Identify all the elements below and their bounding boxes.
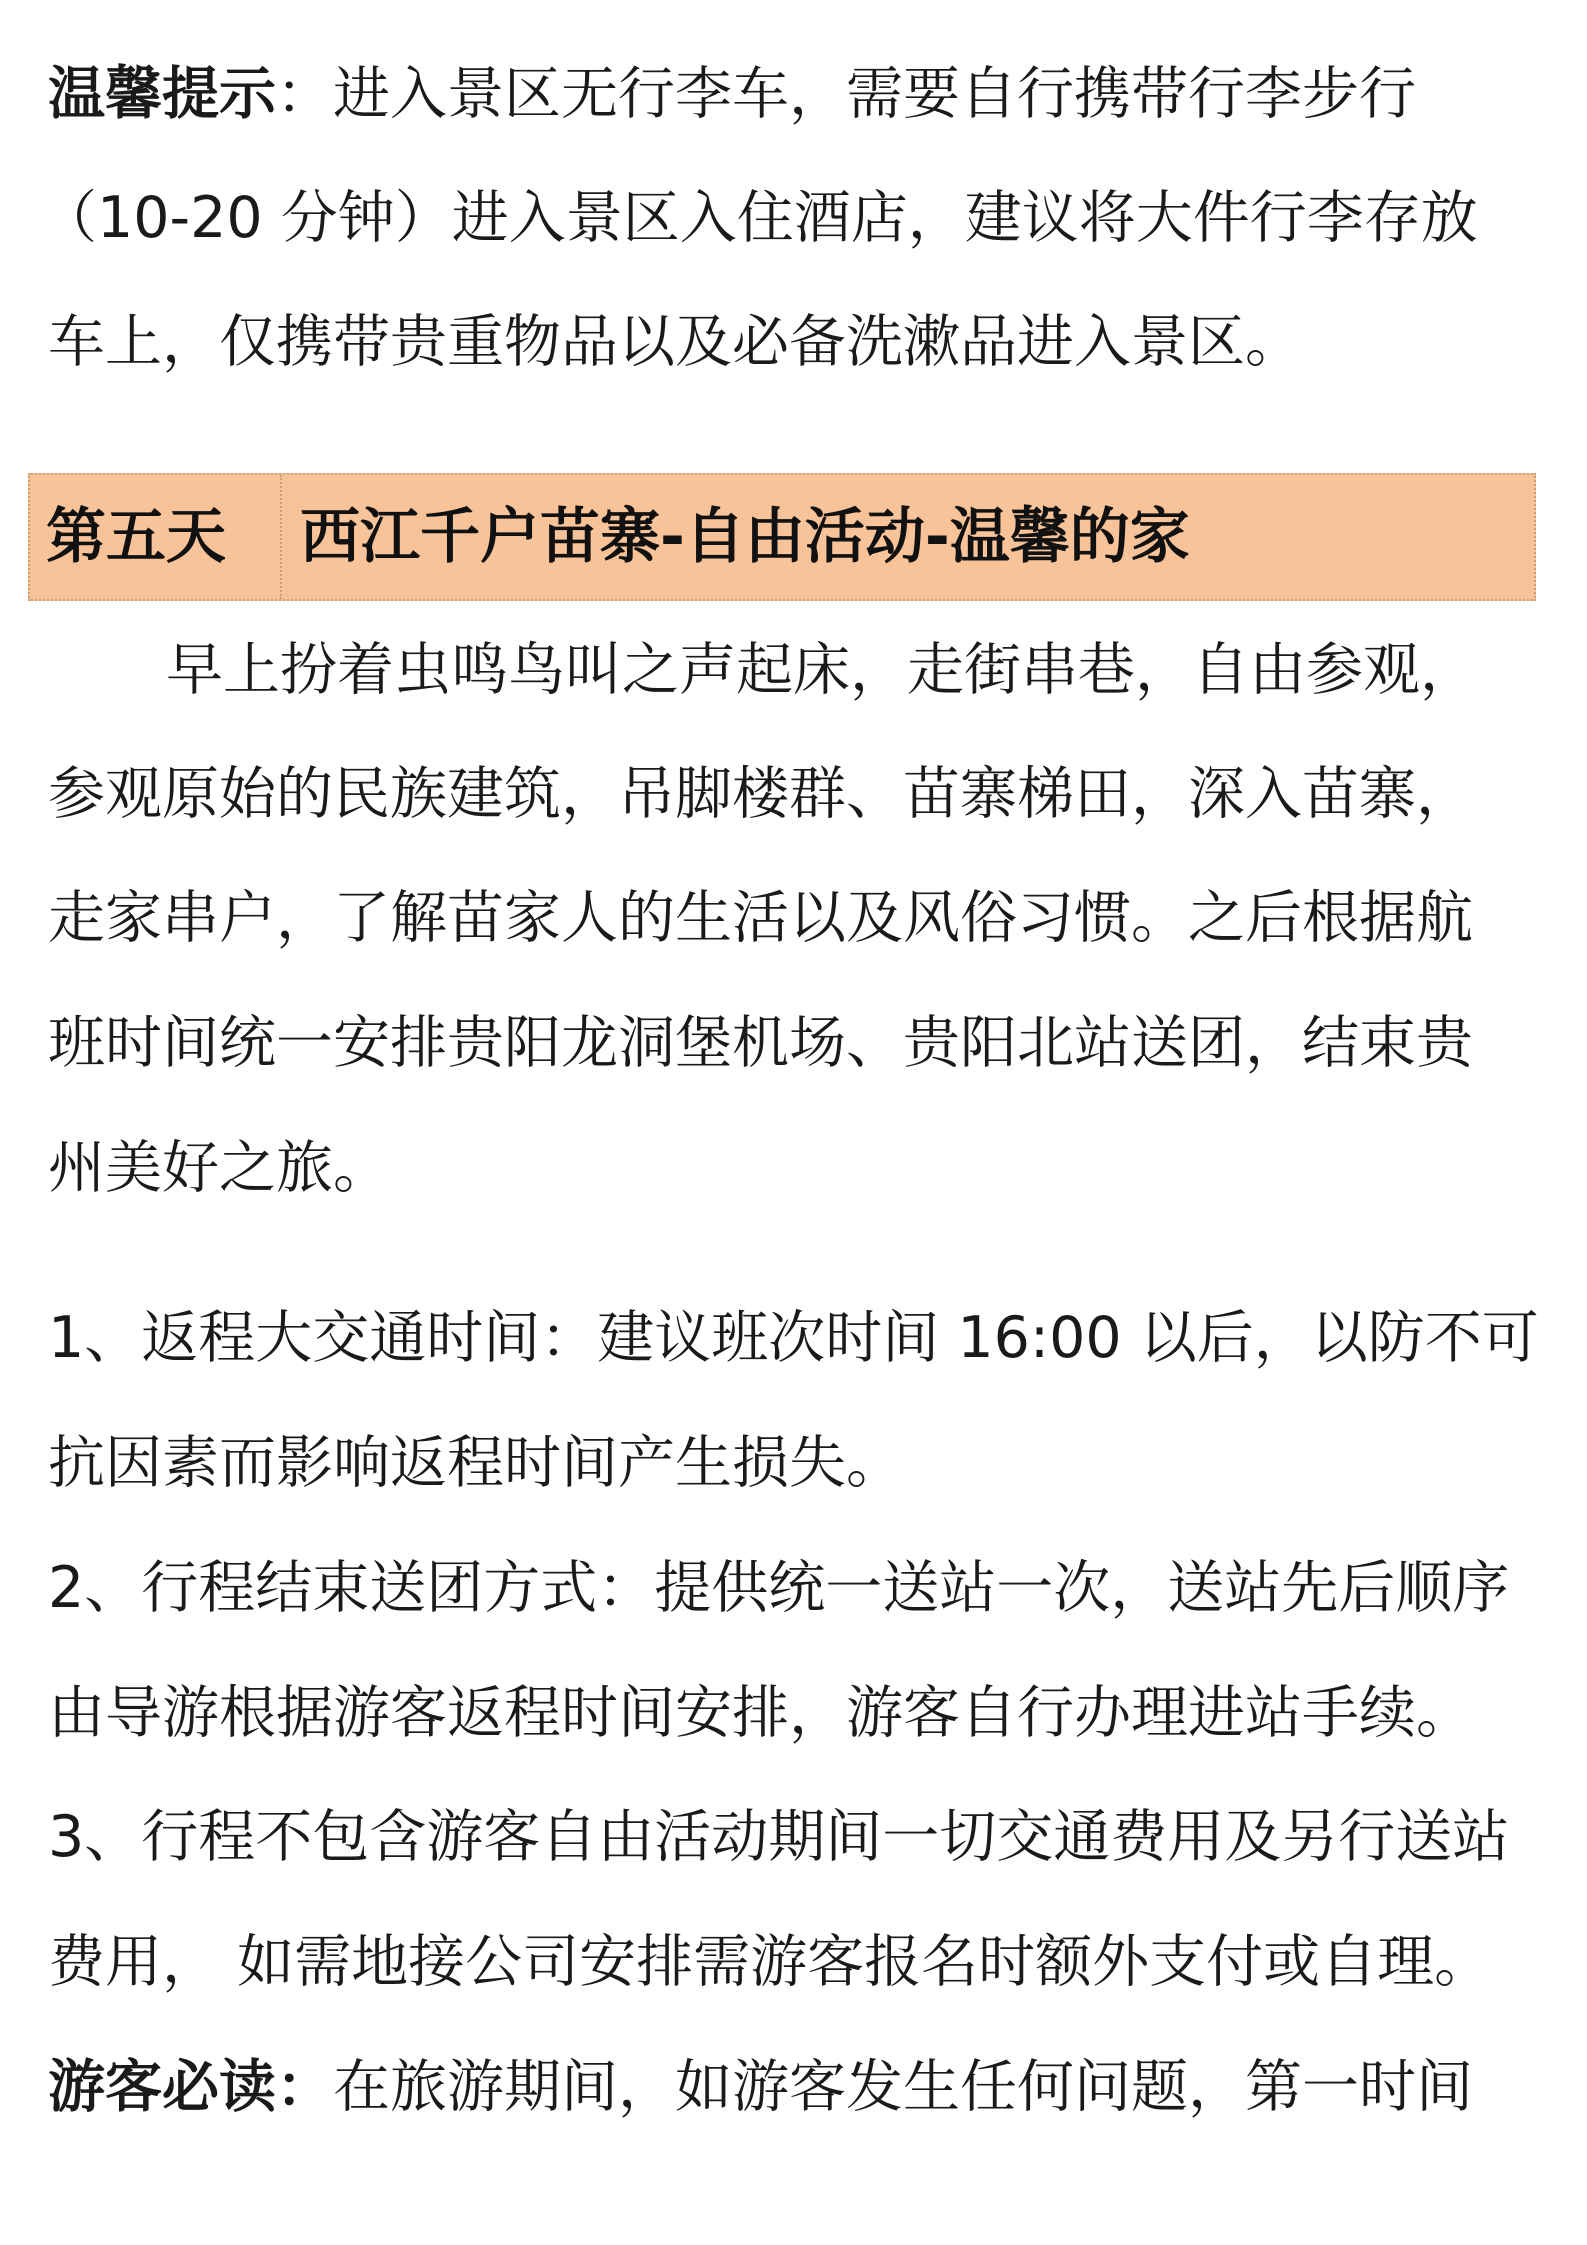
- day-header: [28, 473, 1536, 601]
- body-line-1: 早上扮着虫鸣鸟叫之声起床，走街串巷，自由参观，: [166, 637, 1477, 703]
- note-3-line-1: 3、行程不包含游客自由活动期间一切交通费用及另行送站: [48, 1804, 1510, 1870]
- day-header-divider: [280, 475, 282, 599]
- must-read-line: [48, 2047, 1548, 2127]
- day-title: 西江千户苗寨-自由活动-温馨的家: [300, 502, 1190, 572]
- body-line-3: 走家串户，了解苗家人的生活以及风俗习惯。之后根据航: [48, 885, 1473, 951]
- body-line-5: 州美好之旅。: [48, 1135, 390, 1201]
- note-1-line-2: 抗因素而影响返程时间产生损失。: [48, 1430, 903, 1496]
- must-read-text: 在旅游期间，如游客发生任何问题，第一时间: [333, 2054, 1473, 2120]
- note-2-line-2: 由导游根据游客返程时间安排，游客自行办理进站手续。: [48, 1680, 1473, 1746]
- note-1-line-1: 1、返程大交通时间：建议班次时间 16:00 以后，以防不可: [48, 1305, 1539, 1371]
- tip-label: 温馨提示: [48, 61, 276, 127]
- day-label: 第五天: [46, 502, 226, 572]
- tip-line-2: （10-20 分钟）进入景区入住酒店，建议将大件行李存放: [40, 185, 1478, 251]
- must-read-label: 游客必读：: [48, 2054, 333, 2120]
- note-2-line-1: 2、行程结束送团方式：提供统一送站一次，送站先后顺序: [48, 1555, 1510, 1621]
- body-line-4: 班时间统一安排贵阳龙洞堡机场、贵阳北站送团，结束贵: [48, 1010, 1473, 1076]
- tip-text-1: ：进入景区无行李车，需要自行携带行李步行: [276, 61, 1416, 127]
- note-3-line-2: 费用， 如需地接公司安排需游客报名时额外支付或自理。: [48, 1929, 1492, 1995]
- tip-line-3: 车上，仅携带贵重物品以及必备洗漱品进入景区。: [48, 309, 1302, 375]
- tip-line-1: [48, 54, 1548, 134]
- body-line-2: 参观原始的民族建筑，吊脚楼群、苗寨梯田，深入苗寨，: [48, 761, 1473, 827]
